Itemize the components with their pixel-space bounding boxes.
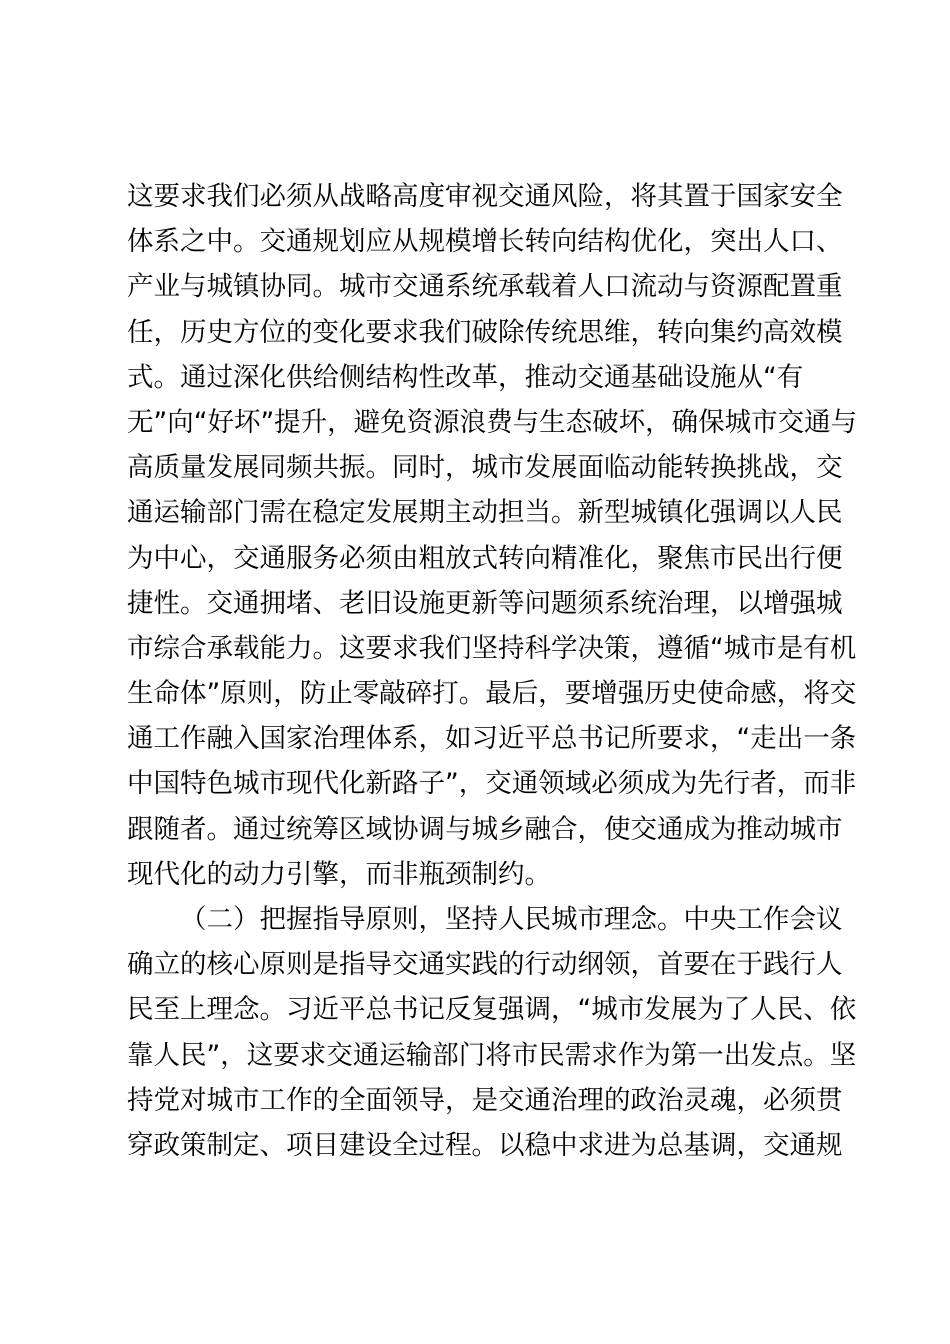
- text-line-18: 确立的核心原则是指导交通实践的行动纲领，首要在于践行人: [127, 949, 843, 981]
- text-line-6: 无”向“好坏”提升，避免资源浪费与生态破坏，确保城市交通与: [127, 406, 858, 438]
- text-line-12: 生命体”原则，防止零敲碎打。最后，要增强历史使命感，将交: [127, 678, 857, 710]
- text-line-13: 通工作融入国家治理体系，如习近平总书记所要求，“走出一条: [127, 723, 857, 755]
- text-line-8: 通运输部门需在稳定发展期主动担当。新型城镇化强调以人民: [127, 497, 843, 529]
- text-line-16: 现代化的动力引擎，而非瓶颈制约。: [127, 858, 551, 890]
- text-line-22: 穿政策制定、项目建设全过程。以稳中求进为总基调，交通规: [127, 1129, 843, 1161]
- text-line-1: 这要求我们必须从战略高度审视交通风险，将其置于国家安全: [127, 181, 843, 212]
- text-line-19: 民至上理念。习近平总书记反复强调，“城市发展为了人民、依: [127, 994, 857, 1026]
- text-line-2: 体系之中。交通规划应从规模增长转向结构优化，突出人口、: [127, 226, 843, 258]
- text-line-4: 任，历史方位的变化要求我们破除传统思维，转向集约高效模: [127, 316, 843, 348]
- text-line-14: 中国特色城市现代化新路子”，交通领域必须成为先行者，而非: [127, 768, 857, 800]
- text-line-7: 高质量发展同频共振。同时，城市发展面临动能转换挑战，交: [127, 452, 843, 484]
- text-line-10: 捷性。交通拥堵、老旧设施更新等问题须系统治理，以增强城: [127, 587, 843, 619]
- text-line-20: 靠人民”，这要求交通运输部门将市民需求作为第一出发点。坚: [127, 1039, 857, 1071]
- text-line-5: 式。通过深化供给侧结构性改革，推动交通基础设施从“有: [127, 361, 804, 393]
- body-text: [127, 174, 858, 1168]
- text-line-9: 为中心，交通服务必须由粗放式转向精准化，聚焦市民出行便: [127, 542, 843, 574]
- text-line-3: 产业与城镇协同。城市交通系统承载着人口流动与资源配置重: [127, 271, 843, 303]
- text-line-15: 跟随者。通过统筹区域协调与城乡融合，使交通成为推动城市: [127, 813, 843, 845]
- section-heading-line: （二）把握指导原则，坚持人民城市理念。中央工作会议: [180, 904, 843, 935]
- text-line-11: 市综合承载能力。这要求我们坚持科学决策，遵循“城市是有机: [127, 632, 857, 664]
- text-line-21: 持党对城市工作的全面领导，是交通治理的政治灵魂，必须贯: [127, 1084, 843, 1116]
